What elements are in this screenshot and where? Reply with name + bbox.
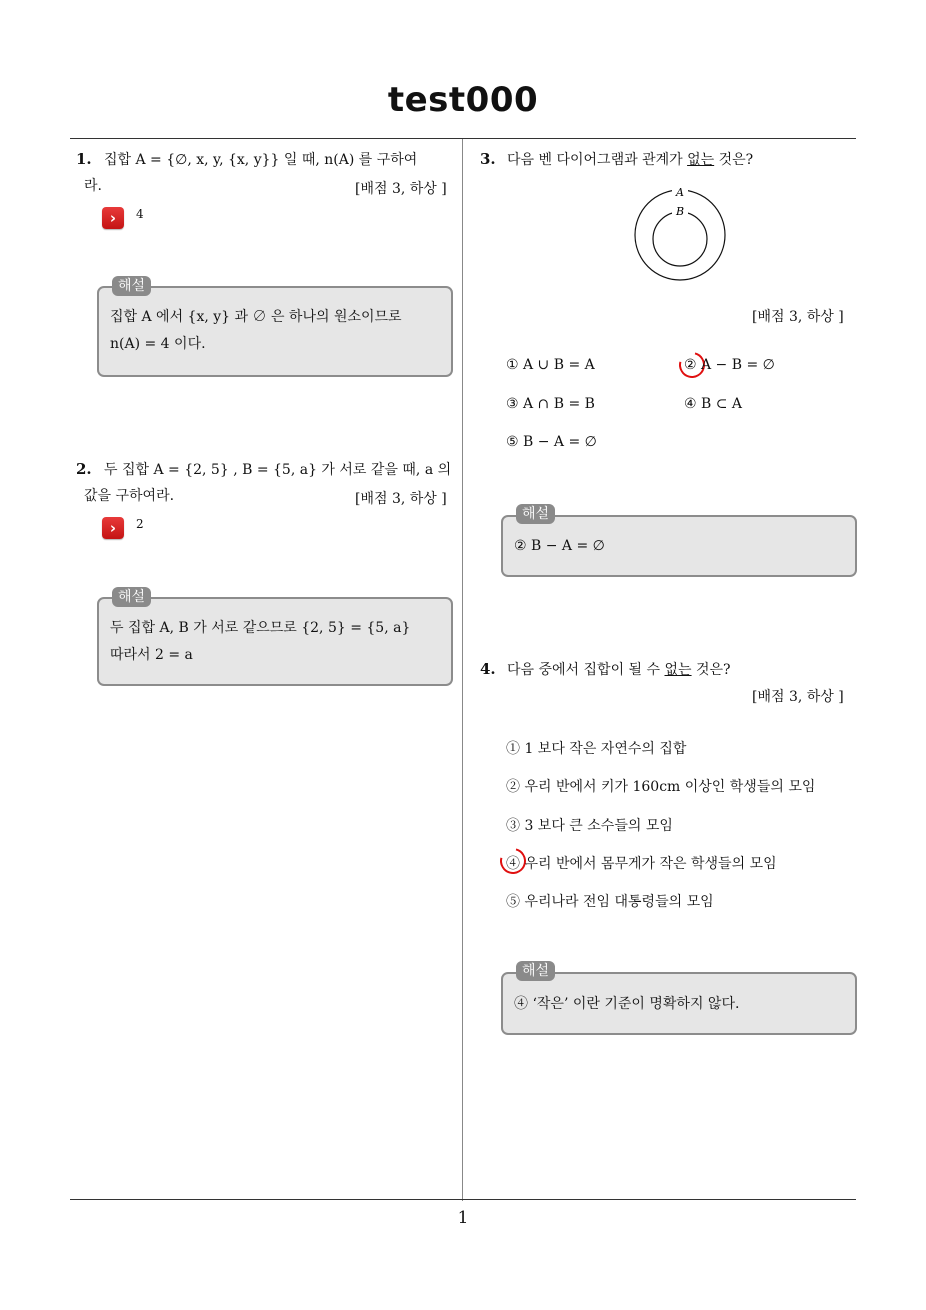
question-3-choice-4[interactable]: ④ B ⊂ A xyxy=(684,396,743,412)
venn-diagram xyxy=(625,183,735,283)
question-4-explanation-line1: ④ ‘작은’ 이란 기준이 명확하지 않다. xyxy=(514,996,740,1012)
question-2-explanation-line2: 따라서 2 = a xyxy=(110,647,193,663)
chevron-right-icon: › xyxy=(102,207,124,229)
question-1-score: [배점 3, 하상 ] xyxy=(355,181,447,197)
question-4-number: 4. xyxy=(480,660,496,678)
question-1-explanation-tab: 해설 xyxy=(112,276,151,296)
column-divider xyxy=(462,139,463,1201)
document-title: test000 xyxy=(387,80,539,120)
question-1-explanation-line1: 집합 A 에서 {x, y} 과 ∅ 은 하나의 원소이므로 xyxy=(110,309,402,325)
question-2-score: [배점 3, 하상 ] xyxy=(355,491,447,507)
question-2-answer: 2 xyxy=(136,517,144,531)
question-1-text-line2: 라. xyxy=(84,178,102,194)
question-3-choice-5[interactable]: ⑤ B − A = ∅ xyxy=(506,434,597,450)
question-2-text-line1: 두 집합 A = {2, 5} , B = {5, a} 가 서로 같을 때, a 의 xyxy=(104,462,452,478)
question-4-choice-1[interactable]: ① 1 보다 작은 자연수의 집합 xyxy=(506,741,687,757)
question-2-explanation-tab: 해설 xyxy=(112,587,151,607)
question-4-choice-2[interactable]: ② 우리 반에서 키가 160cm 이상인 학생들의 모임 xyxy=(506,779,816,795)
question-4-score: [배점 3, 하상 ] xyxy=(752,689,844,705)
question-3-text: 다음 벤 다이어그램과 관계가 없는 것은? xyxy=(507,152,754,168)
question-1-text-line1: 집합 A = {∅, x, y, {x, y}} 일 때, n(A) 를 구하여 xyxy=(104,152,418,168)
question-4-choice-5[interactable]: ⑤ 우리나라 전임 대통령들의 모임 xyxy=(506,894,714,910)
venn-label-a: A xyxy=(676,186,684,199)
question-3-choice-3[interactable]: ③ A ∩ B = B xyxy=(506,396,595,412)
venn-circle-b xyxy=(653,212,707,266)
question-3-number: 3. xyxy=(480,150,496,168)
question-3-score: [배점 3, 하상 ] xyxy=(752,309,844,325)
question-2-explanation-line1: 두 집합 A, B 가 서로 같으므로 {2, 5} = {5, a} xyxy=(110,620,411,636)
question-1-explanation-line2: n(A) = 4 이다. xyxy=(110,336,206,352)
question-2-text-line2: 값을 구하여라. xyxy=(84,488,175,504)
question-2-number: 2. xyxy=(76,460,92,478)
question-3-choice-1[interactable]: ① A ∪ B = A xyxy=(506,357,595,373)
question-3-explanation-tab: 해설 xyxy=(516,504,555,524)
question-3-explanation-line1: ② B − A = ∅ xyxy=(514,538,605,554)
question-1-answer: 4 xyxy=(136,207,144,221)
chevron-right-icon: › xyxy=(102,517,124,539)
venn-label-b: B xyxy=(675,205,685,218)
header-rule xyxy=(70,138,856,139)
question-4-choice-3[interactable]: ③ 3 보다 큰 소수들의 모임 xyxy=(506,818,673,834)
question-1-number: 1. xyxy=(76,150,92,168)
question-4-text: 다음 중에서 집합이 될 수 없는 것은? xyxy=(507,662,731,678)
question-3-choice-2[interactable]: ② A − B = ∅ xyxy=(684,357,775,373)
footer-rule xyxy=(70,1199,856,1200)
question-4-choice-4[interactable]: ④ 우리 반에서 몸무게가 작은 학생들의 모임 xyxy=(506,856,777,872)
question-4-explanation-tab: 해설 xyxy=(516,961,555,981)
page-number: 1 xyxy=(457,1208,469,1228)
